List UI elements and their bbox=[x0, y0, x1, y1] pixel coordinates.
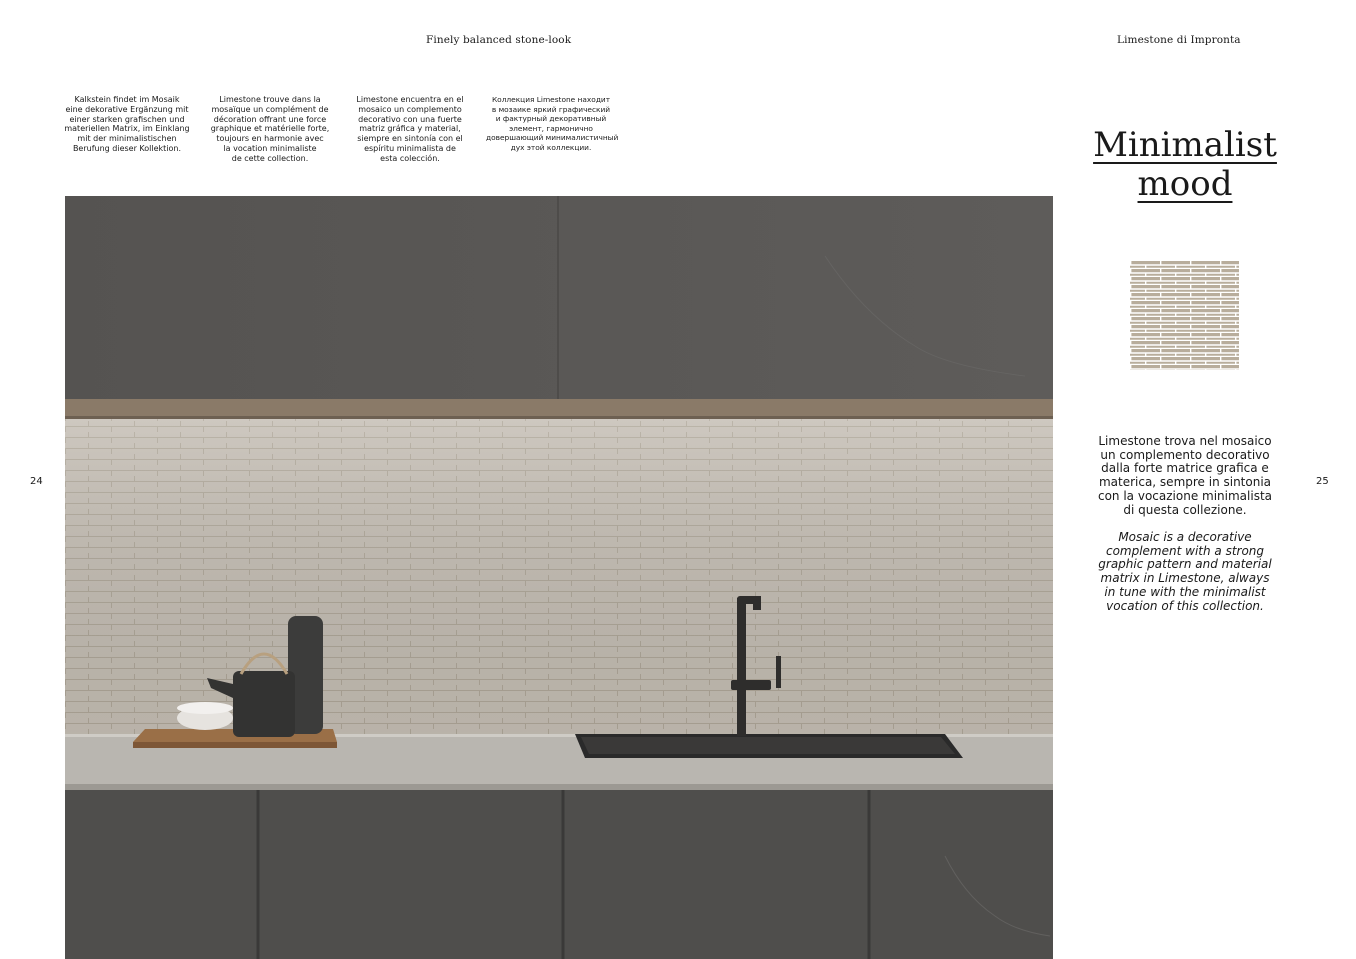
text-line: espíritu minimalista de bbox=[364, 143, 456, 153]
text-line: complement with a strong bbox=[1105, 543, 1265, 558]
text-line: Kalkstein findet im Mosaik bbox=[74, 95, 180, 104]
text-line: элемент, гармонично bbox=[509, 123, 593, 133]
text-line: siempre en sintonía con el bbox=[357, 134, 463, 144]
text-line: в мозаике яркий графический bbox=[491, 104, 611, 114]
text-line: décoration offrant une force bbox=[213, 114, 327, 124]
page-title bbox=[1080, 126, 1290, 204]
german-text-column bbox=[62, 95, 192, 154]
text-line: einer starken grafischen und bbox=[69, 114, 185, 124]
title-line-1: Minimalist bbox=[1093, 125, 1277, 165]
russian-text-column bbox=[486, 95, 619, 153]
text-line: Mosaic is a decorative bbox=[1118, 530, 1252, 544]
text-line: con la vocazione minimalista bbox=[1097, 488, 1273, 503]
faucet bbox=[737, 598, 746, 736]
text-line: mit der minimalistischen bbox=[77, 134, 177, 144]
text-line: и фактурный декоративный bbox=[495, 114, 607, 124]
text-line: la vocation minimaliste bbox=[223, 143, 317, 153]
text-line: esta colección. bbox=[380, 153, 440, 163]
text-line: mosaïque un complément de bbox=[211, 104, 329, 114]
text-line: Коллекция Limestone находит bbox=[491, 95, 611, 104]
running-head-left: Finely balanced stone-look bbox=[426, 34, 572, 46]
text-line: mosaico un complemento bbox=[358, 104, 462, 114]
title-line-2: mood bbox=[1137, 164, 1233, 204]
text-line: Limestone trouve dans la bbox=[219, 95, 321, 104]
text-line: Berufung dieser Kollektion. bbox=[72, 143, 182, 153]
teapot bbox=[233, 671, 295, 737]
text-line: in tune with the minimalist bbox=[1104, 584, 1266, 599]
text-line: decorativo con una fuerte bbox=[358, 114, 462, 124]
text-line: dalla forte matrice grafica e bbox=[1101, 461, 1269, 476]
page-number-right: 25 bbox=[1316, 476, 1329, 487]
text-line: graphic pattern and material bbox=[1098, 557, 1272, 572]
french-text-column bbox=[205, 95, 335, 164]
text-line: matriz gráfica y material, bbox=[359, 124, 461, 134]
mosaic-swatch-image bbox=[1130, 261, 1239, 370]
text-line: довершающий минималистичный bbox=[486, 133, 619, 143]
italian-body-text bbox=[1086, 435, 1284, 517]
text-line: graphique et matérielle forte, bbox=[210, 124, 330, 134]
text-line: materica, sempre in sintonia bbox=[1098, 475, 1272, 490]
text-line: un complemento decorativo bbox=[1100, 447, 1270, 462]
text-line: materiellen Matrix, im Einklang bbox=[64, 124, 190, 134]
text-line: di questa collezione. bbox=[1123, 502, 1247, 517]
upper-stone-wall bbox=[65, 196, 1053, 399]
text-line: eine dekorative Ergänzung mit bbox=[65, 104, 189, 114]
spanish-text-column bbox=[345, 95, 475, 164]
english-body-text bbox=[1086, 531, 1284, 613]
cabinets bbox=[65, 790, 1053, 959]
kitchen-photo bbox=[65, 196, 1053, 959]
text-line: дух этой коллекции. bbox=[510, 142, 592, 152]
text-line: Limestone trova nel mosaico bbox=[1098, 434, 1272, 448]
text-line: Limestone encuentra en el bbox=[356, 95, 464, 104]
page-number-left: 24 bbox=[30, 476, 43, 487]
text-line: matrix in Limestone, always bbox=[1100, 571, 1270, 586]
text-line: vocation of this collection. bbox=[1106, 598, 1264, 613]
running-head-right: Limestone di Impronta bbox=[1117, 34, 1241, 46]
text-line: toujours en harmonie avec bbox=[216, 134, 324, 144]
text-line: de cette collection. bbox=[231, 153, 309, 163]
